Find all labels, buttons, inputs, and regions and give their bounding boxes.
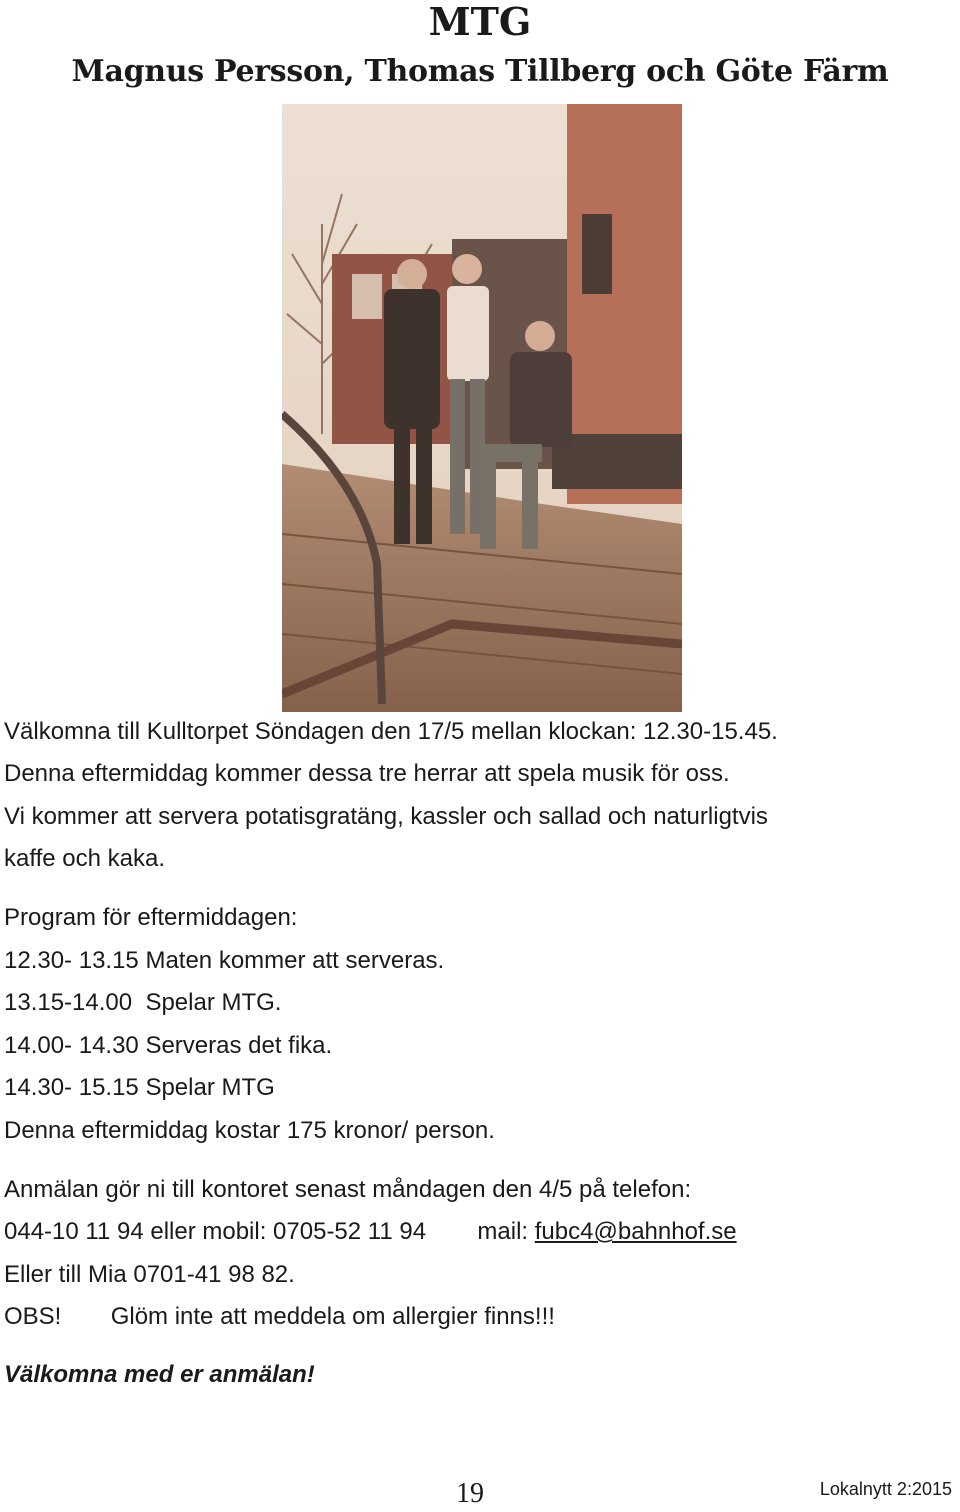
intro-line-2: Denna eftermiddag kommer dessa tre herrar att spela musik för oss. [4,760,730,787]
obs-text: Glöm inte att meddela om allergier finns!!! [110,1303,555,1330]
page-number: 19 [456,1478,484,1509]
mail-label: mail: [477,1218,535,1245]
price-line: Denna eftermiddag kostar 175 kronor/ person. [4,1117,495,1144]
phone-numbers: 044-10 11 94 eller mobil: 0705-52 11 94 [4,1218,427,1245]
page-subtitle: Magnus Persson, Thomas Tillberg och Göte Färm [71,54,889,89]
page-title: MTG [428,0,532,44]
band-photo [282,104,682,712]
closing-line: Välkomna med er anmälan! [4,1361,315,1388]
program-item: 13.15-14.00 Spelar MTG. [4,989,282,1016]
program-item: 12.30- 13.15 Maten kommer att serveras. [4,947,445,974]
signup-line-3: Eller till Mia 0701-41 98 82. [4,1261,295,1288]
program-item: 14.00- 14.30 Serveras det fika. [4,1032,333,1059]
intro-line-4: kaffe och kaka. [4,845,165,872]
obs-line [4,1302,555,1332]
program-heading: Program för eftermiddagen: [4,904,298,931]
signup-line-1: Anmälan gör ni till kontoret senast måndagen den 4/5 på telefon: [4,1176,692,1203]
intro-line-3: Vi kommer att servera potatisgratäng, kassler och sallad och naturligtvis [4,803,768,830]
obs-label: OBS! [4,1303,62,1330]
signup-phones [4,1217,737,1247]
email-link[interactable]: fubc4@bahnhof.se [534,1218,737,1245]
intro-line-1: Välkomna till Kulltorpet Söndagen den 17/5 mellan klockan: 12.30-15.45. [4,718,778,745]
publication-name: Lokalnytt 2:2015 [819,1479,952,1499]
program-item: 14.30- 15.15 Spelar MTG [4,1074,275,1101]
